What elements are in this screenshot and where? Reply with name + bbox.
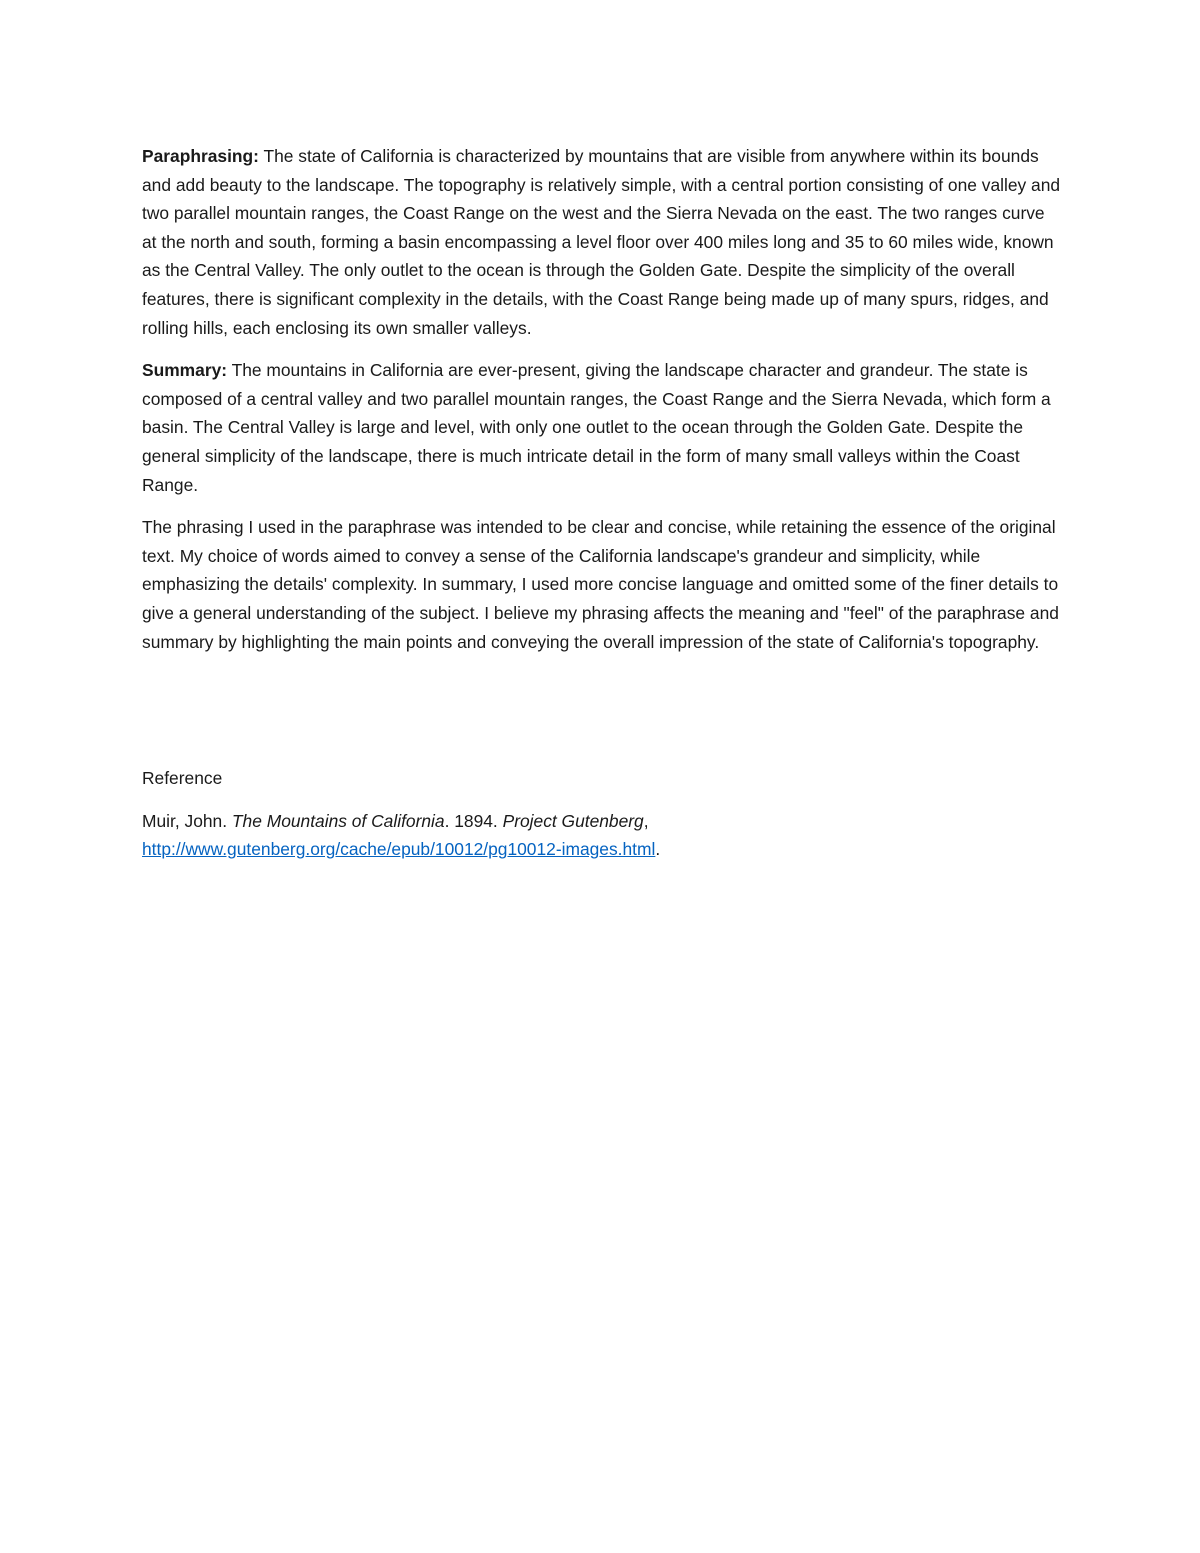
summary-text: The mountains in California are ever-present, giving the landscape character and grandeur. The state is composed of a central valley and two parallel mountain ranges, the Coast Range and the Sierra Nevada, which form a basin. The Central Valley is large and level, with only one outlet to the ocean through the Golden Gate. Despite the general simplicity of the landscape, there is much intricate detail in the form of many small valleys within the Coast Range. xyxy=(142,360,1051,495)
reference-title: The Mountains of California xyxy=(231,810,445,831)
reference-year: . 1894. xyxy=(444,810,503,831)
reference-url-link[interactable]: http://www.gutenberg.org/cache/epub/10012/pg10012-images.html xyxy=(142,839,656,860)
document-body xyxy=(142,142,1062,878)
reflection-paragraph: The phrasing I used in the paraphrase was intended to be clear and concise, while retaining the essence of the original text. My choice of words aimed to convey a sense of the California landscape's grandeur and simplicity, while emphasizing the details' complexity. In summary, I used more concise language and omitted some of the finer details to give a general understanding of the subject. I believe my phrasing affects the meaning and "feel" of the paraphrase and summary by highlighting the main points and conveying the overall impression of the state of California's topography. xyxy=(142,517,1059,652)
summary-label: Summary: xyxy=(142,360,228,381)
reference-publisher: Project Gutenberg xyxy=(502,810,644,831)
reference-end: . xyxy=(655,839,661,860)
reference-citation xyxy=(142,807,1062,864)
summary-paragraph xyxy=(142,356,1062,499)
paraphrasing-paragraph xyxy=(142,142,1062,342)
reference-separator: , xyxy=(643,810,649,831)
paraphrasing-label: Paraphrasing: xyxy=(142,146,259,166)
reference-author: Muir, John. xyxy=(142,810,232,831)
paraphrasing-text: The state of California is characterized by mountains that are visible from anywhere within its bounds and add beauty to the landscape. The topography is relatively simple, with a central portion consisting of one valley and two parallel mountain ranges, the Coast Range on the west and the Sierra Nevada on the east. The two ranges curve at the north and south, forming a basin encompassing a level floor over 400 miles long and 35 to 60 miles wide, known as the Central Valley. The only outlet to the ocean is through the Golden Gate. Despite the simplicity of the overall features, there is significant complexity in the details, with the Coast Range being made up of many spurs, ridges, and rolling hills, each enclosing its own smaller valleys. xyxy=(142,146,1061,338)
reference-heading: Reference xyxy=(142,768,223,789)
